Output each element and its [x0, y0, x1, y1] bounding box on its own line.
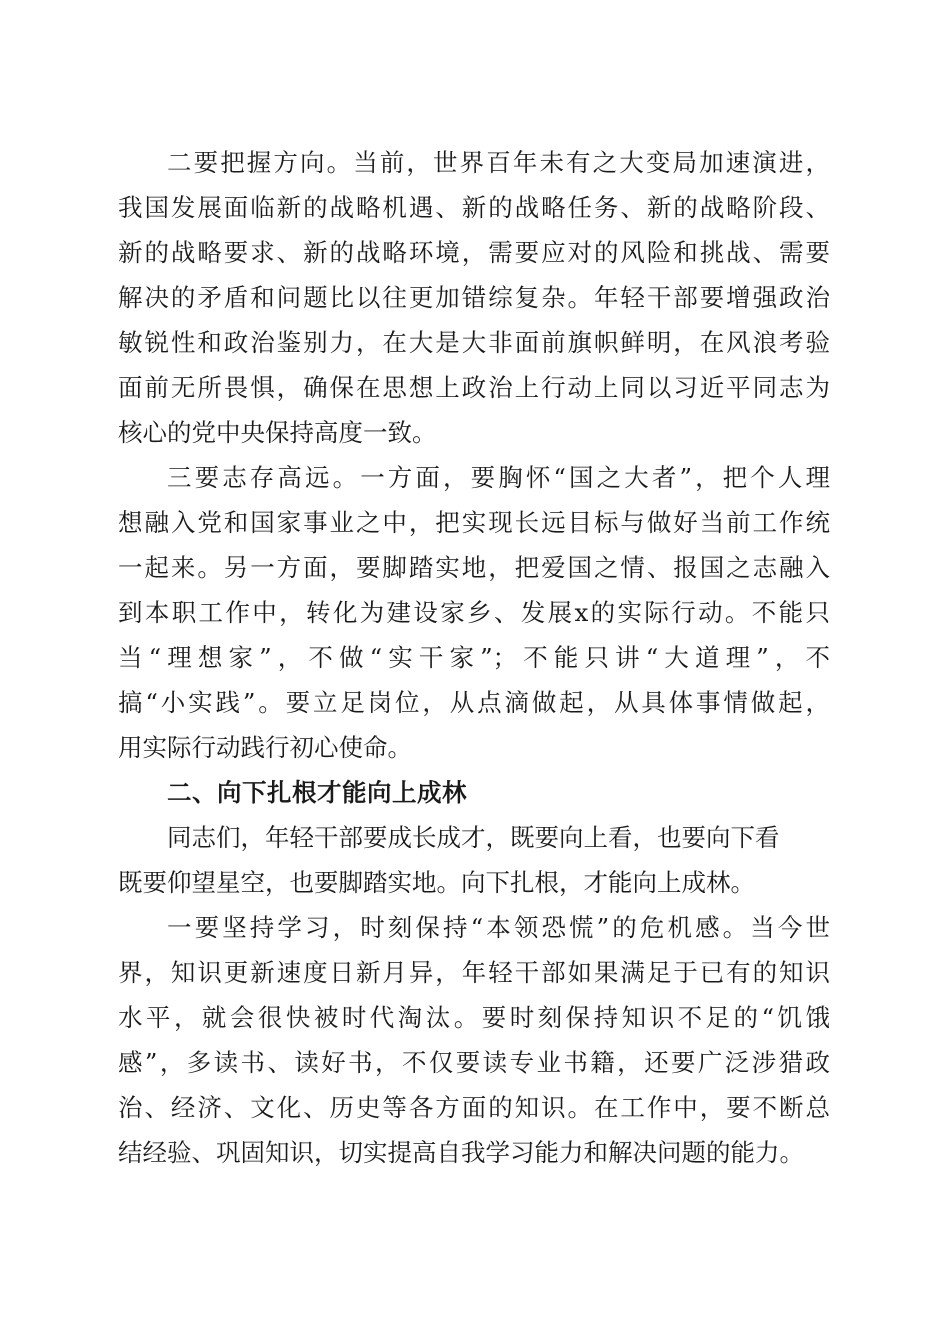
paragraph-5-line-2: 界，知识更新速度日新月异，年轻干部如果满足于已有的知识 — [118, 958, 830, 987]
paragraph-5-line-3: 水平，就会很快被时代淘汰。要时刻保持知识不足的“饥饿 — [118, 1003, 830, 1032]
paragraph-5-line-1: 一要坚持学习，时刻保持“本领恐慌”的危机感。当今世 — [167, 913, 830, 942]
paragraph-3-line-4: 到本职工作中，转化为建设家乡、发展x的实际行动。不能只 — [118, 598, 830, 627]
paragraph-3-line-6: 搞“小实践”。要立足岗位，从点滴做起，从具体事情做起， — [118, 688, 830, 717]
paragraph-4-line-2: 既要仰望星空，也要脚踏实地。向下扎根，才能向上成林。 — [118, 868, 755, 897]
paragraph-5-line-5: 治、经济、文化、历史等各方面的知识。在工作中，要不断总 — [118, 1093, 830, 1122]
paragraph-2-line-2: 我国发展面临新的战略机遇、新的战略任务、新的战略阶段、 — [118, 193, 830, 222]
paragraph-2-line-5: 敏锐性和政治鉴别力，在大是大非面前旗帜鲜明，在风浪考验 — [118, 328, 830, 357]
paragraph-3-line-7: 用实际行动践行初心使命。 — [118, 733, 412, 762]
paragraph-3-line-3: 一起来。另一方面，要脚踏实地，把爱国之情、报国之志融入 — [118, 553, 830, 582]
paragraph-2-line-3: 新的战略要求、新的战略环境，需要应对的风险和挑战、需要 — [118, 238, 830, 267]
paragraph-5-line-6: 结经验、巩固知识，切实提高自我学习能力和解决问题的能力。 — [118, 1138, 804, 1167]
paragraph-3-line-1: 三要志存高远。一方面，要胸怀“国之大者”，把个人理 — [167, 463, 830, 492]
section-heading: 二、向下扎根才能向上成林 — [167, 778, 467, 807]
paragraph-2-line-1: 二要把握方向。当前，世界百年未有之大变局加速演进， — [167, 148, 830, 177]
paragraph-4-line-1: 同志们，年轻干部要成长成才，既要向上看，也要向下看 — [167, 823, 780, 852]
paragraph-2-line-4: 解决的矛盾和问题比以往更加错综复杂。年轻干部要增强政治 — [118, 283, 830, 312]
paragraph-3-line-5: 当“理想家”，不做“实干家”；不能只讲“大道理”，不 — [118, 643, 830, 672]
paragraph-5-line-4: 感”，多读书、读好书，不仅要读专业书籍，还要广泛涉猎政 — [118, 1048, 830, 1077]
paragraph-3-line-2: 想融入党和国家事业之中，把实现长远目标与做好当前工作统 — [118, 508, 830, 537]
paragraph-2-line-6: 面前无所畏惧，确保在思想上政治上行动上同以习近平同志为 — [118, 373, 830, 402]
paragraph-2-line-7: 核心的党中央保持高度一致。 — [118, 418, 437, 447]
